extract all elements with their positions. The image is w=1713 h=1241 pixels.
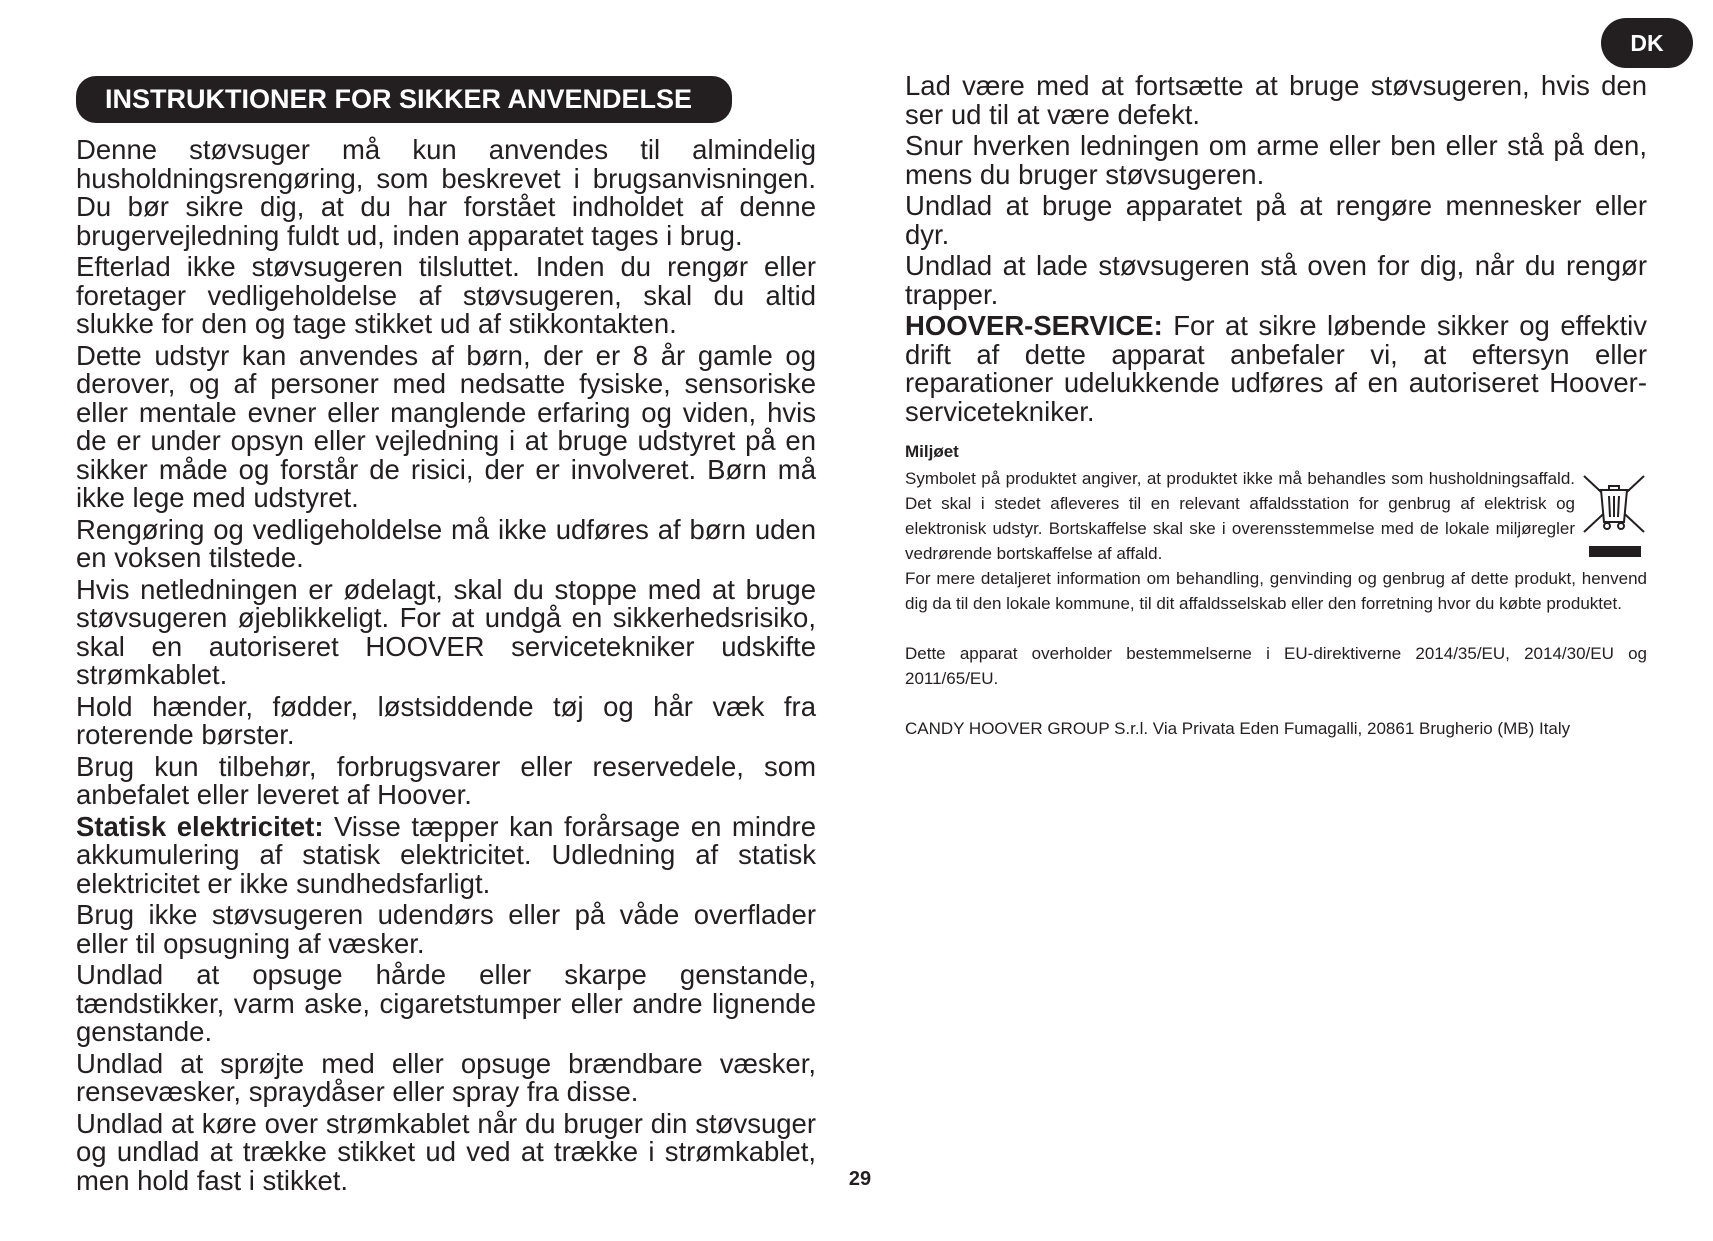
paragraph: Undlad at bruge apparatet på at rengøre mennesker eller dyr. [905,190,1647,250]
paragraph: Brug kun tilbehør, forbrugsvarer eller reservedele, som anbefalet eller leveret af Hoover. [76,750,816,810]
environment-heading: Miljøet [905,442,959,461]
static-electricity-text: Visse tæpper kan forårsage en mindre akkumulering af statisk elektricitet. Udledning af statisk elektricitet er ikke sundhedsfarligt. [76,810,816,899]
language-badge: DK [1601,18,1693,68]
paragraph: Undlad at køre over strømkablet når du bruger din støvsuger og undlad at trække stikket ud ved at trække i strømkablet, men hold fast i stikket. [76,1107,816,1196]
paragraph: Denne støvsuger må kun anvendes til almindelig husholdningsrengøring, som beskrevet i brugsanvisningen. Du bør sikre dig, at du har forstået indholdet af denne brugervejledning fuldt ud, inden apparatet tages i brug. [76,134,816,251]
company-address: CANDY HOOVER GROUP S.r.l. Via Privata Eden Fumagalli, 20861 Brugherio (MB) Italy [905,719,1571,738]
service-label: HOOVER-SERVICE: [905,310,1163,341]
static-electricity-paragraph [76,810,816,899]
paragraph: Snur hverken ledningen om arme eller ben eller stå på den, mens du bruger støvsugeren. [905,130,1647,190]
directives-text: Dette apparat overholder bestemmelserne i EU-direktiverne 2014/35/EU, 2014/30/EU og 2011/65/EU. [905,644,1647,688]
paragraph: Undlad at sprøjte med eller opsuge brændbare væsker, rensevæsker, spraydåser eller spray fra disse. [76,1047,816,1107]
paragraph: Dette udstyr kan anvendes af børn, der er 8 år gamle og derover, og af personer med nedsatte fysiske, sensoriske eller mentale evner eller manglende erfaring og viden, hvis de er under opsyn eller vejledning i at bruge udstyret på en sikker måde og forstår de risici, der er involveret. Børn må ikke lege med udstyret. [76,339,816,513]
paragraph: Rengøring og vedligeholdelse må ikke udføres af børn uden en voksen tilstede. [76,513,816,573]
weee-crossed-bin-icon [1581,472,1647,572]
paragraph: Hold hænder, fødder, løstsiddende tøj og hår væk fra roterende børster. [76,690,816,750]
environment-block [905,466,1647,566]
service-paragraph [905,312,1647,426]
paragraph: Lad være med at fortsætte at bruge støvsugeren, hvis den ser ud til at være defekt. [905,70,1647,130]
paragraph: Undlad at opsuge hårde eller skarpe genstande, tændstikker, varm aske, cigaretstumper eller andre lignende genstande. [76,959,816,1047]
paragraph: Hvis netledningen er ødelagt, skal du stoppe med at bruge støvsugeren øjeblikkeligt. For at undgå en sikkerhedsrisiko, skal en autoriseret HOOVER servicetekniker udskifte strømkablet. [76,573,816,690]
paragraph: Undlad at lade støvsugeren stå oven for dig, når du rengør trapper. [905,250,1647,310]
environment-text: Symbolet på produktet angiver, at produktet ikke må behandles som husholdningsaffald. Det skal i stedet afleveres til en relevant affaldsstation for genbrug af elektrisk og elektronisk udstyr. Bortskaffelse skal ske i overensstemmelse med de lokale miljøregler vedrørende bortskaffelse af affald. [905,469,1575,563]
right-column [905,72,1647,741]
section-title: INSTRUKTIONER FOR SIKKER ANVENDELSE [76,76,732,123]
service-text: For at sikre løbende sikker og effektiv drift af dette apparat anbefaler vi, at eftersyn eller reparationer udelukkende udføres af en autoriseret Hoover-servicetekniker. [905,310,1647,427]
page-number: 29 [848,1168,872,1190]
left-column [76,136,816,1198]
paragraph: Brug ikke støvsugeren udendørs eller på våde overflader eller til opsugning af væsker. [76,899,816,959]
static-electricity-label: Statisk elektricitet: [76,810,324,842]
paragraph: Efterlad ikke støvsugeren tilsluttet. Inden du rengør eller foretager vedligeholdelse af støvsugeren, skal du altid slukke for den og tage stikket ud af stikkontakten. [76,251,816,339]
environment-text-more: For mere detaljeret information om behandling, genvinding og genbrug af dette produkt, henvend dig da til den lokale kommune, til dit affaldsselskab eller den forretning hvor du købte produktet. [905,569,1647,613]
